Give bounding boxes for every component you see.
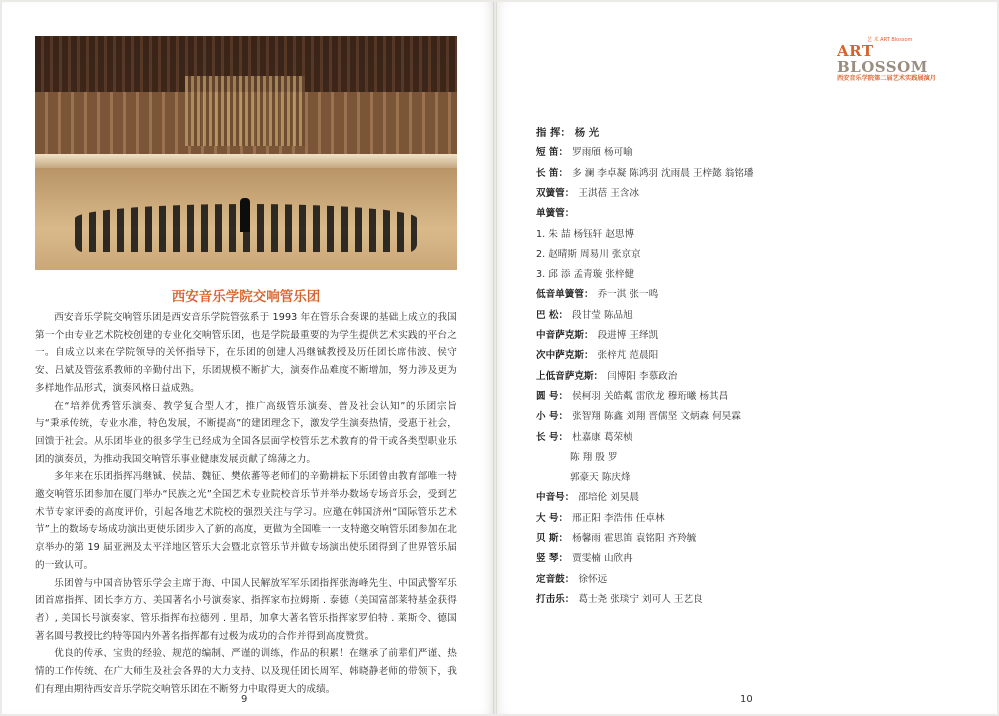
roster-section: 次中萨克斯： xyxy=(536,350,594,362)
roster-names: 侯柯羽 关皓粼 雷欣龙 穆珩曦 杨其昌 xyxy=(572,390,729,402)
roster-row xyxy=(536,368,677,382)
roster-names: 杨馨雨 霍思笛 袁铭阳 齐羚毓 xyxy=(572,533,697,544)
roster-names: 葛士尧 张琰宁 刘可人 王艺良 xyxy=(578,593,703,605)
roster-names: 陈 翔 殷 罗 xyxy=(570,451,618,463)
roster-names: 贾雯楠 山欣冉 xyxy=(572,553,633,565)
roster-row xyxy=(536,124,599,139)
roster-row xyxy=(536,388,728,402)
roster-names: 邢正阳 李浩伟 任卓林 xyxy=(572,512,665,524)
logo-wordmark xyxy=(837,43,957,75)
roster-section: 巴 松： xyxy=(536,309,569,321)
roster-row xyxy=(536,550,633,564)
roster-names: 2. 赵晴斯 周易川 张京京 xyxy=(536,248,641,260)
roster-names: 王淇蓓 王含冰 xyxy=(578,187,639,199)
roster-row xyxy=(536,489,639,503)
roster-names: 多 澜 李卓凝 陈鸿羽 沈雨晨 王梓懿 翁铭璠 xyxy=(572,167,754,179)
ensemble-title: 西安音乐学院交响管乐团 xyxy=(171,289,321,305)
roster-names: 乔一淇 张一鸣 xyxy=(597,289,659,301)
roster-row xyxy=(536,510,665,524)
logo-word-art: ART xyxy=(837,42,874,60)
roster-row xyxy=(536,266,634,280)
roster-row xyxy=(536,327,658,341)
paragraph: 优良的传承、宝贵的经验、规范的编制、严谨的训练，作品的积累！在继承了前辈们严谨、热情的工作传统、在广大师生及社会各界的大力支持、以及现任团长周军、韩晓静老师的带领下，我们有理由期待西安音乐学院交响管乐团在不断努力中取得更大的成绩。 xyxy=(35,648,457,695)
logo-subtitle: 西安音乐学院第二届艺术实践展演月 xyxy=(837,75,936,82)
roster-names: 1. 朱 喆 杨钰轩 赵思博 xyxy=(536,228,635,240)
roster-names: 杜嘉康 葛荣桢 xyxy=(572,431,633,443)
roster-row xyxy=(536,429,633,443)
book-gutter xyxy=(493,2,497,714)
roster-names: 段进博 王绎凯 xyxy=(597,330,659,341)
roster-row xyxy=(536,246,641,260)
roster-row xyxy=(536,530,696,544)
roster-section: 上低音萨克斯： xyxy=(536,370,604,382)
roster-section: 中音萨克斯： xyxy=(536,330,594,341)
paragraph: 多年来在乐团指挥冯继铖、侯喆、魏征、樊依蕃等老师们的辛勤耕耘下乐团曾由教育部唯一特邀交响管乐团参加在厦门举办“民族之光”全国艺术专业院校音乐节并举办数场专场音乐会，受到艺术节专家评委的高度评价，引起各地艺术院校的强烈关注与学习。应邀在韩国济州“国际管乐艺术节”上的数场专场成功演出更使乐团步入了新的高度，更做为全国唯一一支特邀交响管乐团参加在北京举办的第 19 届亚洲及太平洋地区管乐大会暨北京管乐节并做专场演出使乐团得到了世界管乐届的一致认可。 xyxy=(35,471,457,571)
paragraph: 乐团曾与中国音协管乐学会主席于海、中国人民解放军军乐团指挥张海峰先生、中国武警军乐团首席指挥、团长李方方、美国著名小号演奏家、指挥家布拉姆斯 . 泰德（美国富部莱特基金获得者）, 美国长号演奏家、管乐指挥布拉德列 . 里昂，加拿大著名管乐指挥家罗伯特 . 莱斯令、德国著名圆号教授比约特等国内外著名指挥都有过极为成功的合作并得到高度赞赏。 xyxy=(35,577,457,642)
roster-names: 闫博阳 李慕政治 xyxy=(607,370,678,382)
roster-section: 单簧管： xyxy=(536,208,575,220)
roster-section: 大 号： xyxy=(536,512,569,524)
logo-word-blossom: BLOSSOM xyxy=(837,58,928,76)
roster-row xyxy=(570,449,618,463)
roster-names: 杨 光 xyxy=(574,127,600,139)
roster-row xyxy=(536,226,634,240)
roster-section: 短 笛： xyxy=(536,147,569,159)
roster-section: 双簧管： xyxy=(536,187,575,199)
roster-names: 段甘莹 陈品旭 xyxy=(572,309,633,321)
roster-section: 低音单簧管： xyxy=(536,289,594,301)
roster-row xyxy=(536,144,633,158)
roster-names: 邵培伦 刘昊晨 xyxy=(578,492,639,504)
roster-row xyxy=(536,185,639,199)
roster-row xyxy=(536,165,754,179)
roster-names: 张梓芃 范晨阳 xyxy=(597,350,659,362)
roster-names: 张智翔 陈鑫 刘翔 晋儒坚 文炳森 何昊霖 xyxy=(572,411,741,423)
roster-row xyxy=(536,408,741,422)
orchestra-photo xyxy=(35,36,457,270)
page-number-left: 9 xyxy=(241,694,248,705)
roster-section: 小 号： xyxy=(536,411,569,423)
art-blossom-logo xyxy=(837,36,957,82)
paragraph: 西安音乐学院交响管乐团是西安音乐学院管弦系于 1993 年在管乐合奏课的基础上成立的我国第一个由专业艺术院校创建的专业化交响管乐团，也是学院最重要的为学生提供艺术实践的平台之一。自成立以来在学院领导的关怀指导下，在乐团的创建人冯继铖教授及历任团长席伟波、侯守安、吕斌及管弦系教师的辛勤付出下，乐团规模不断扩大，演奏作品难度不断增加，努力涉及更为多样地作品形式，演奏风格日益成熟。 xyxy=(35,312,457,394)
roster-row xyxy=(536,571,607,585)
roster-section: 打击乐： xyxy=(536,593,575,605)
roster-section: 中音号： xyxy=(536,492,575,504)
roster-section: 圆 号： xyxy=(536,390,569,402)
roster-section: 贝 斯： xyxy=(536,533,569,544)
roster-names: 郭豪天 陈庆烽 xyxy=(570,472,631,484)
logo-top-text: 艺 术 ART Blossom xyxy=(867,37,913,43)
roster-names: 3. 邱 添 孟青璇 张梓健 xyxy=(536,269,635,281)
roster-section: 长 笛： xyxy=(536,167,569,179)
roster-row xyxy=(570,469,631,483)
roster-row xyxy=(536,205,578,219)
roster-section: 长 号： xyxy=(536,431,569,443)
roster-row xyxy=(536,286,658,300)
ensemble-description xyxy=(35,309,457,698)
roster-names: 徐怀远 xyxy=(578,573,608,585)
roster-section: 指 挥： xyxy=(536,127,571,139)
roster-row xyxy=(536,307,633,321)
page-number-right: 10 xyxy=(740,694,753,705)
roster-row xyxy=(536,347,658,361)
roster-row xyxy=(536,591,703,605)
roster-section: 竖 琴： xyxy=(536,553,569,565)
roster-names: 罗雨頎 杨可喻 xyxy=(572,147,633,159)
paragraph: 在“培养优秀管乐演奏、教学复合型人才，推广高级管乐演奏、普及社会认知”的乐团宗旨与“秉承传统，专业水准，特色发展，不断提高”的建团理念下，激发学生演奏热情，受惠于社会，回馈于社会。从乐团毕业的很多学生已经成为全国各层面学校管乐艺术教育的骨干或各类型职业乐团的演奏员，为推动我国交响管乐事业健康发展贡献了绵薄之力。 xyxy=(35,400,457,465)
roster-section: 定音鼓： xyxy=(536,573,575,585)
